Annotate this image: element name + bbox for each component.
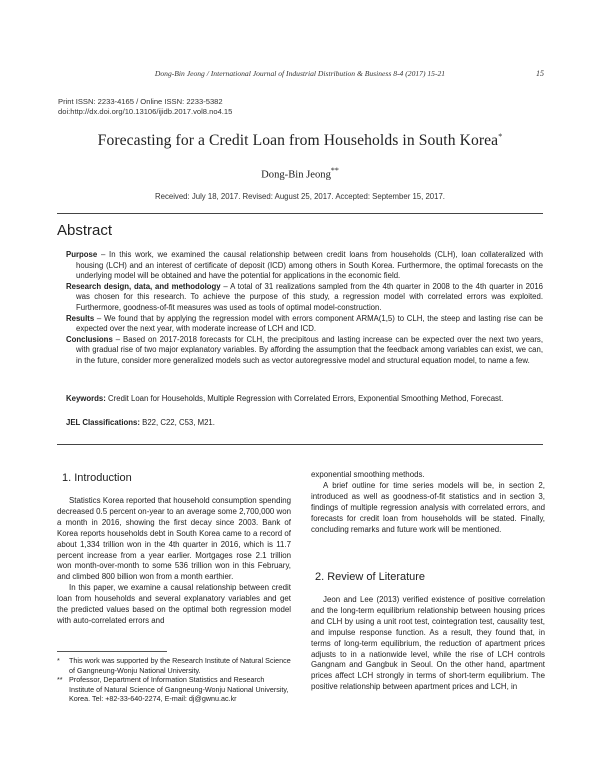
footnote-2: [57, 675, 291, 704]
page-number: 15: [536, 69, 544, 78]
footnote-1: [57, 656, 291, 675]
submission-dates: Received: July 18, 2017. Revised: August 25, 2017. Accepted: September 15, 2017.: [155, 192, 445, 201]
design-text: – A total of 31 realizations sampled from the 4th quarter in 2008 to the 4th quarter in 2016 was chosen for this research. To achieve the purpose of this study, a regression model with correlated errors was exploited. Furthermore, goodness-of-fit measures was used as tools of optimal model-construction.: [76, 281, 543, 312]
author-line: [0, 166, 600, 181]
review-heading: 2. Review of Literature: [315, 571, 426, 583]
footnote-1-mark: *: [57, 656, 60, 665]
results-text: – We found that by applying the regression model with errors component ARMA(1,5) to CLH, the steep and lasting rise can be expected over the next year, with moderate increase of LCH and ICD.: [76, 313, 543, 334]
abstract-purpose: [66, 250, 543, 282]
design-label: Research design, data, and methodology: [66, 281, 221, 291]
jel-classifications: [66, 418, 543, 429]
footnote-2-text: Professor, Department of Information Statistics and Research Institute of Natural Science of Gangneung-Wonju National University, Korea. Tel: +82-33-640-2274, E-mail: dj@gwnu.ac.kr: [69, 675, 289, 704]
footnote-2-mark: **: [57, 675, 63, 685]
intro-paragraph-2: In this paper, we examine a causal relationship between credit loan from households and several explanatory variables and get the predicted values based on the optimal both regression model with auto-correlated errors and: [57, 583, 291, 625]
keywords-label: Keywords:: [66, 394, 106, 403]
footnote-rule: [57, 651, 167, 652]
doi-line: doi:http://dx.doi.org/10.13106/ijidb.2017.vol8.no4.15: [58, 107, 233, 116]
keywords: [66, 394, 543, 405]
jel-label: JEL Classifications:: [66, 418, 140, 427]
keywords-text: Credit Loan for Households, Multiple Regression with Correlated Errors, Exponential Smoothing Method, Forecast.: [105, 394, 504, 403]
issn-block: [58, 97, 232, 117]
intro-paragraph-1: Statistics Korea reported that household consumption spending decreased 0.5 percent on-year to an average some 2,700,000 won a month in 2016, showing the first decay since 2003. Bank of Korea reports households debt in South Korea came to a record of about 1,334 trillion won in the 4th quarter in 2016, which is 11.7 percent increase from a year earlier. Mortgages rose 2.1 trillion won month-over-month to some 536 trillion won in this February, and climbed 800 billion won from a month earthier.: [57, 496, 291, 582]
abstract-results: [66, 314, 543, 335]
introduction-body: [57, 496, 291, 627]
right-column-intro-continued: [311, 470, 545, 535]
jel-text: B22, C22, C53, M21.: [139, 418, 215, 427]
conclusions-label: Conclusions: [66, 334, 113, 344]
purpose-label: Purpose: [66, 250, 98, 259]
intro-outline-paragraph: A brief outline for time series models will be, in section 2, introduced as well as goodness-of-fit statistics and in section 3, findings of multiple regression analysis with correlated errors, and forecasts for credit loan from households will be stated. Finally, concluding remarks and future work will be mentioned.: [311, 480, 545, 534]
abstract-body: [66, 250, 543, 367]
running-head: Dong-Bin Jeong / International Journal of Industrial Distribution & Business 8-4 (2017) 15-21: [154, 69, 446, 78]
results-label: Results: [66, 313, 95, 323]
purpose-text: – In this work, we examined the causal relationship between credit loans from households (CLH), loan collateralized with housing (LCH) and an interest of certificate of deposit (ICD) among others in South Korea. Furthermore, the optimal forecasts on the underlying model will be obtained and have the potential for applications in the economic field.: [76, 250, 543, 281]
footnotes: [57, 656, 291, 704]
intro-continued: exponential smoothing methods.: [311, 470, 425, 479]
paper-title: [0, 132, 600, 150]
review-body: [311, 595, 545, 693]
title-footnote-mark: *: [498, 132, 503, 141]
title-text: Forecasting for a Credit Loan from Households in South Korea: [97, 132, 499, 150]
conclusions-text: – Based on 2017-2018 forecasts for CLH, the precipitous and lasting increase can be expected over the next two years, with gradual rise of two major explanatory variables. By affording the assumption that the feedback among variables can exist, we can, in the future, consider more generalized models such as vector autoregressive model and structural equation model, to name a few.: [76, 334, 543, 365]
author-footnote-mark: **: [330, 166, 339, 175]
author-name: Dong-Bin Jeong: [261, 169, 331, 181]
abstract-heading: Abstract: [57, 222, 113, 239]
issn-line: Print ISSN: 2233-4165 / Online ISSN: 2233-5382: [58, 97, 223, 106]
abstract-design: [66, 282, 543, 314]
introduction-heading: 1. Introduction: [62, 472, 132, 484]
abstract-conclusions: [66, 335, 543, 367]
abstract-divider: [57, 444, 543, 445]
review-paragraph-1: Jeon and Lee (2013) verified existence of positive correlation and the long-term equilibrium relationship between housing prices and CLH by using a unit root test, cointegration test, causality test, and impulse response function. As a result, they found that, in terms of long-term equilibrium, the reduction of apartment prices adjusts to in a nationwide level, while the rise of LCH controls Gangnam and Gangbuk in Seoul. On the other hand, apartment prices affect LCH strongly in terms of short-term equilibrium. The positive relationship between apartment prices and LCH, in: [311, 595, 545, 692]
footnote-1-text: This work was supported by the Research Institute of Natural Science of Gangneung-Wonju National University.: [69, 656, 291, 675]
top-divider: [57, 213, 543, 214]
